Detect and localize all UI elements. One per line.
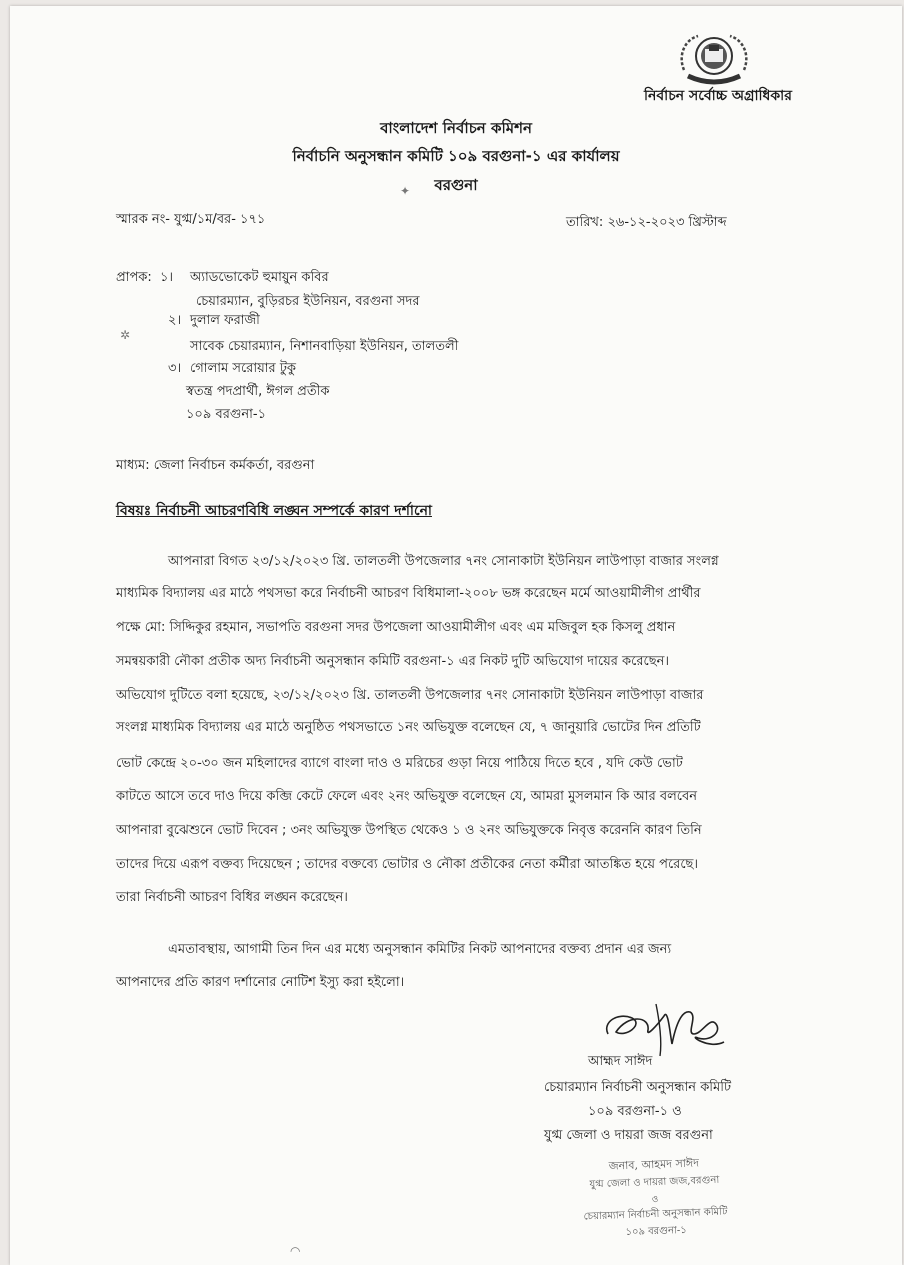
recipient-2-number: ২। (168, 313, 182, 328)
recipient-3-number: ৩। (168, 361, 182, 376)
paragraph-line: কাটতে আসে তবে দাও দিয়ে কব্জি কেটে ফেলে এবং ২নং অভিযুক্ত বলেছেন যে, আমরা মুসলমান কি আর বলবেন (116, 789, 697, 804)
signatory-name: আহ্মদ সাঈদ (588, 1054, 653, 1069)
memo-number: স্মারক নং- যুগ্ম/১ম/বর- ১৭১ (116, 212, 266, 227)
stamp-line: চেয়ারম্যান নির্বাচনী অনুসন্ধান কমিটি (583, 1206, 728, 1223)
stamp-line: ও (651, 1194, 659, 1206)
election-commission-seal-icon (676, 30, 752, 86)
recipient-1-number: ১। (160, 270, 174, 285)
header-commission: বাংলাদেশ নির্বাচন কমিশন (380, 119, 532, 137)
paragraph-line: ভোট কেন্দ্রে ২০-৩০ জন মহিলাদের ব্যাগে বাংলা দাও ও মরিচের গুড়া নিয়ে পাঠিয়ে দিতে হবে , যদি কেউ ভোট (116, 756, 683, 771)
document-page (10, 6, 902, 1265)
paragraph-line: অভিযোগ দুটিতে বলা হয়েছে, ২৩/১২/২০২৩ খ্রি. তালতলী উপজেলার ৭নং সোনাকাটা ইউনিয়ন লাউপাড়া বাজার (116, 688, 704, 703)
recipient-1-detail: চেয়ারম্যান, বুড়িরচর ইউনিয়ন, বরগুনা সদর (196, 294, 420, 309)
scan-speck: ◠ (290, 1244, 301, 1258)
scan-speck: ✦ (400, 184, 411, 198)
via-line: মাধ্যম: জেলা নির্বাচন কর্মকর্তা, বরগুনা (116, 458, 315, 473)
paragraph-line: এমতাবস্থায়, আগামী তিন দিন এর মধ্যে অনুসন্ধান কমিটির নিকট আপনাদের বক্তব্য প্রদান এর জন্য (168, 942, 672, 957)
signature-icon (598, 994, 738, 1058)
header-office: নির্বাচনি অনুসন্ধান কমিটি ১০৯ বরগুনা-১ এর কার্যালয় (292, 147, 620, 165)
stamp-line: যুগ্ম জেলা ও দায়রা জজ,বরগুনা (589, 1174, 720, 1191)
scan-speck: ✲ (120, 328, 131, 342)
recipient-3-name: গোলাম সরোয়ার টুকু (190, 361, 296, 376)
paragraph-line: সমন্বয়কারী নৌকা প্রতীক অদ্য নির্বাচনী অনুসন্ধান কমিটি বরগুনা-১ এর নিকট দুটি অভিযোগ দায়ের করেছেন। (116, 654, 669, 669)
paragraph-line: তারা নির্বাচনী আচরণ বিধির লঙ্ঘন করেছেন। (116, 890, 348, 905)
signatory-court: যুগ্ম জেলা ও দায়রা জজ বরগুনা (544, 1128, 713, 1143)
recipients-label: প্রাপক: (116, 270, 152, 285)
recipient-2-name: দুলাল ফরাজী (190, 313, 260, 328)
paragraph-line: আপনারা বুঝেশুনে ভোট দিবেন ; ৩নং অভিযুক্ত উপস্থিত থেকেও ১ ও ২নং অভিযুক্তকে নিবৃত্ত করেননি কারণ তিনি (116, 823, 702, 838)
paragraph-line: পক্ষে মো: সিদ্দিকুর রহমান, সভাপতি বরগুনা সদর উপজেলা আওয়ামীলীগ এবং এম মজিবুল হক কিসলু প্রধান (116, 620, 676, 635)
subject-line: বিষয়ঃ নির্বাচনী আচরণবিধি লঙ্ঘন সম্পর্কে কারণ দর্শানো (116, 503, 432, 519)
signatory-title: চেয়ারম্যান নির্বাচনী অনুসন্ধান কমিটি (544, 1080, 732, 1095)
authority-motto: নির্বাচন সর্বোচ্চ অগ্রাধিকার (644, 88, 792, 104)
paragraph-line: মাধ্যমিক বিদ্যালয় এর মাঠে পথসভা করে নির্বাচনী আচরণ বিধিমালা-২০০৮ ভঙ্গ করেছেন মর্মে আওয়ামীলীগ প্রার্থীর (116, 586, 701, 601)
paragraph-line: সংলগ্ন মাধ্যমিক বিদ্যালয় এর মাঠে অনুষ্ঠিত পথসভাতে ১নং অভিযুক্ত বলেছেন যে, ৭ জানুয়ারি ভোটের দিন প্রতিটি (116, 720, 701, 735)
recipient-3-detail: স্বতন্ত্র পদপ্রার্থী, ঈগল প্রতীক (186, 384, 330, 399)
official-stamp (549, 1152, 762, 1244)
recipient-1-name: অ্যাডভোকেট হুমায়ুন কবির (190, 270, 329, 285)
stamp-line: জনাব, আহমদ সাঈদ (608, 1156, 700, 1173)
paragraph-line: তাদের দিয়ে এরূপ বক্তব্য দিয়েছেন ; তাদের বক্তব্যে ভোটার ও নৌকা প্রতীকের নেতা কর্মীরা আতঙ্কিত হয়ে পরেছে। (116, 857, 699, 872)
paragraph-line: আপনাদের প্রতি কারণ দর্শানোর নোটিশ ইস্যু করা হইলো। (116, 975, 405, 990)
signatory-constituency: ১০৯ বরগুনা-১ ও (588, 1104, 682, 1119)
letter-date: তারিখ: ২৬-১২-২০২৩ খ্রিস্টাব্দ (566, 215, 727, 230)
header-location: বরগুনা (434, 176, 478, 194)
paragraph-line: আপনারা বিগত ২৩/১২/২০২৩ খ্রি. তালতলী উপজেলার ৭নং সোনাকাটা ইউনিয়ন লাউপাড়া বাজার সংলগ্ন (168, 554, 719, 569)
stamp-line: ১০৯ বরগুনা-১ (625, 1224, 687, 1239)
recipient-3-constituency: ১০৯ বরগুনা-১ (186, 407, 267, 422)
recipient-2-detail: সাবেক চেয়ারম্যান, নিশানবাড়িয়া ইউনিয়ন, তালতলী (190, 339, 459, 354)
